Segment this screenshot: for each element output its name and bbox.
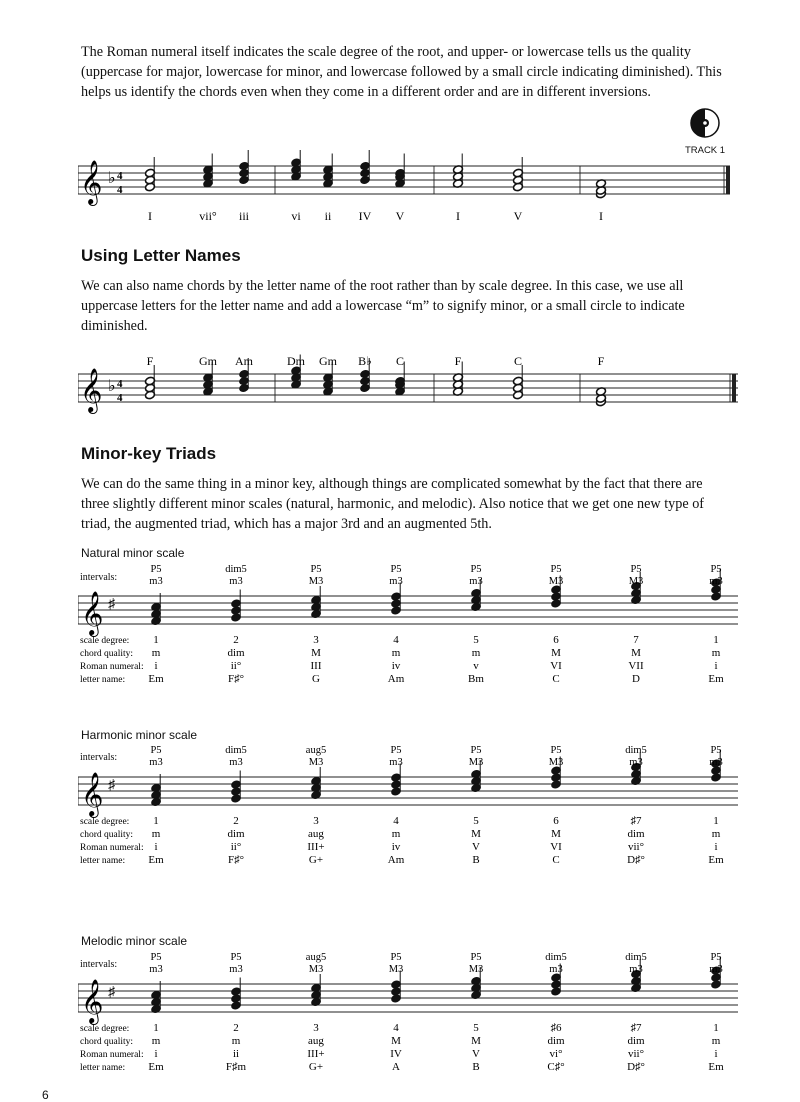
staff-example-2 [78, 352, 738, 422]
interval-third: M3 [628, 576, 644, 587]
chord-label: V [395, 209, 405, 223]
interval-fifth: P5 [470, 745, 482, 756]
chord-label: Gm [319, 354, 337, 368]
cell-quality: dim [627, 828, 645, 840]
cell-quality: M [551, 647, 561, 659]
cell-degree: 4 [393, 815, 399, 827]
chord-label: Dm [287, 354, 305, 368]
cell-quality: m [151, 828, 161, 840]
flat-icon: ♭ [108, 170, 116, 187]
cell-roman: VII [628, 660, 644, 672]
treble-clef-icon: 𝄞 [80, 162, 103, 204]
intervals-label: intervals: [80, 959, 118, 970]
cell-roman: i [154, 660, 158, 672]
cell-letter: F♯m [225, 1061, 247, 1073]
interval-third: m3 [549, 964, 563, 975]
chord-labels [148, 209, 603, 223]
interval-third: m3 [149, 576, 163, 587]
chord-notes [145, 150, 607, 199]
chord-label: F [146, 354, 154, 368]
time-signature: 4 [117, 170, 123, 182]
chord-label: I [456, 209, 460, 223]
interval-third: M3 [308, 576, 324, 587]
interval-fifth: aug5 [305, 745, 327, 756]
row-label: Roman numeral: [80, 1050, 144, 1060]
chord-label: I [148, 209, 152, 223]
interval-third: m3 [709, 576, 723, 587]
sharp-icon: ♯ [108, 597, 115, 612]
row-label: Roman numeral: [80, 662, 144, 672]
cd-icon [690, 108, 720, 138]
chord-label: iii [238, 209, 250, 223]
cell-letter: A [392, 1061, 400, 1073]
natural-minor-title: Natural minor scale [81, 546, 185, 560]
interval-fifth: dim5 [545, 952, 567, 963]
cell-roman: III+ [307, 841, 325, 853]
interval-third: m3 [149, 757, 163, 768]
interval-fifth: P5 [310, 564, 322, 575]
staff-natural-minor [78, 560, 738, 690]
chord-label: V [513, 209, 523, 223]
chord-label: I [599, 209, 603, 223]
intervals-label: intervals: [80, 752, 118, 763]
row-label: letter name: [80, 1063, 126, 1073]
cell-roman: ii° [230, 660, 242, 672]
flat-icon: ♭ [108, 378, 116, 395]
sharp-icon: ♯ [108, 778, 115, 793]
sharp-icon: ♯ [108, 985, 115, 1000]
cell-quality: m [711, 828, 721, 840]
interval-fifth: P5 [470, 952, 482, 963]
interval-third: m3 [229, 964, 243, 975]
interval-fifth: dim5 [625, 952, 647, 963]
cell-degree: 6 [553, 634, 559, 646]
chord-label: IV [358, 209, 372, 223]
cell-quality: M [311, 647, 321, 659]
interval-third: M3 [308, 964, 324, 975]
heading-minor-key-triads: Minor-key Triads [81, 444, 217, 463]
interval-fifth: P5 [710, 564, 722, 575]
chord-label: C [513, 354, 523, 368]
cell-quality: m [391, 828, 401, 840]
page-number: 6 [42, 1088, 49, 1102]
cell-quality: dim [627, 1035, 645, 1047]
cell-quality: aug [308, 1035, 324, 1047]
chord-label: Am [235, 354, 253, 368]
cell-letter: F♯° [227, 673, 245, 685]
cell-letter: Em [148, 673, 164, 685]
treble-clef-icon: 𝄞 [81, 593, 104, 635]
minor-key-paragraph: We can do the same thing in a minor key, although things are complicated somewhat by the fact that there are three slightly different minor scales (natural, harmonic, and melodic). Also notice that we get one new type of triad, the augmented triad, which has a major 3rd and an augmented 5th. [81, 476, 705, 532]
treble-clef-icon: 𝄞 [81, 981, 104, 1023]
cell-quality: m [391, 647, 401, 659]
interval-fifth: dim5 [225, 564, 247, 575]
interval-fifth: P5 [710, 952, 722, 963]
letter-names-paragraph: We can also name chords by the letter name of the root rather than by scale degree. In this case, we use all uppercase letters for the letter name and add a lowercase “m” to signify minor, or a small circle to indicate diminished. [81, 278, 685, 334]
cell-letter: C [552, 854, 560, 866]
cell-quality: M [551, 828, 561, 840]
cell-quality: dim [227, 647, 245, 659]
cell-letter: Bm [468, 673, 484, 685]
cell-letter: Em [148, 854, 164, 866]
interval-third: m3 [709, 757, 723, 768]
cell-degree: 1 [153, 815, 159, 827]
cell-roman: i [714, 660, 718, 672]
row-label: scale degree: [80, 1024, 130, 1034]
interval-third: M3 [308, 757, 324, 768]
cell-roman: VI [550, 841, 562, 853]
cell-degree: 5 [473, 815, 479, 827]
cell-roman: iv [391, 660, 401, 672]
interval-fifth: dim5 [625, 745, 647, 756]
cell-roman: i [714, 841, 718, 853]
interval-third: M3 [468, 757, 484, 768]
interval-third: m3 [149, 964, 163, 975]
interval-fifth: P5 [550, 564, 562, 575]
row-label: scale degree: [80, 817, 130, 827]
track-label: TRACK 1 [684, 145, 726, 156]
chord-label: vi [291, 209, 301, 223]
cell-roman: v [473, 660, 479, 672]
interval-fifth: aug5 [305, 952, 327, 963]
interval-third: M3 [548, 576, 564, 587]
interval-fifth: P5 [710, 745, 722, 756]
cell-roman: iv [391, 841, 401, 853]
interval-third: m3 [229, 576, 243, 587]
row-label: letter name: [80, 856, 126, 866]
track-badge [680, 108, 730, 156]
staff-example-1 [78, 150, 738, 230]
cell-quality: M [471, 828, 481, 840]
interval-third: m3 [389, 576, 403, 587]
cell-degree: 4 [393, 1022, 399, 1034]
cell-degree: ♯7 [630, 1022, 642, 1034]
cell-quality: m [151, 647, 161, 659]
cell-quality: dim [547, 1035, 565, 1047]
staff-melodic-minor [78, 948, 738, 1078]
interval-fifth: P5 [630, 564, 642, 575]
cell-degree: 1 [153, 1022, 159, 1034]
cell-quality: m [711, 1035, 721, 1047]
chord-label: F [454, 354, 462, 368]
cell-letter: F♯° [227, 854, 245, 866]
cell-letter: G+ [308, 1061, 324, 1073]
cell-quality: M [391, 1035, 401, 1047]
cell-roman: i [154, 841, 158, 853]
harmonic-minor-title: Harmonic minor scale [81, 728, 198, 742]
interval-third: m3 [709, 964, 723, 975]
triad-annotations [80, 952, 724, 1073]
chord-label: C [395, 354, 405, 368]
cell-degree: 3 [313, 1022, 319, 1034]
cell-degree: 1 [153, 634, 159, 646]
cell-degree: 4 [393, 634, 399, 646]
cell-roman: vii° [627, 1048, 645, 1060]
cell-degree: 7 [633, 634, 639, 646]
cell-degree: 1 [713, 1022, 719, 1034]
row-label: scale degree: [80, 636, 130, 646]
treble-clef-icon: 𝄞 [81, 774, 104, 816]
cell-degree: 1 [713, 815, 719, 827]
interval-fifth: P5 [470, 564, 482, 575]
chord-label: B♭ [358, 354, 372, 368]
row-label: chord quality: [80, 830, 134, 840]
interval-fifth: P5 [390, 745, 402, 756]
interval-third: m3 [229, 757, 243, 768]
interval-fifth: P5 [230, 952, 242, 963]
interval-fifth: P5 [550, 745, 562, 756]
interval-third: m3 [629, 757, 643, 768]
cell-letter: Em [708, 673, 724, 685]
chord-symbols [147, 354, 605, 368]
cell-degree: ♯7 [630, 815, 642, 827]
chord-label: ii [324, 209, 332, 223]
cell-roman: III [310, 660, 322, 672]
svg-text:4: 4 [117, 184, 123, 196]
row-label: Roman numeral: [80, 843, 144, 853]
cell-degree: 2 [233, 1022, 239, 1034]
cell-letter: D♯° [627, 1061, 645, 1073]
cell-degree: 1 [713, 634, 719, 646]
row-label: letter name: [80, 675, 126, 685]
cell-degree: 6 [553, 815, 559, 827]
cell-roman: vii° [627, 841, 645, 853]
row-label: chord quality: [80, 1037, 134, 1047]
cell-roman: ii° [230, 841, 242, 853]
interval-third: m3 [629, 964, 643, 975]
interval-fifth: dim5 [225, 745, 247, 756]
interval-fifth: P5 [150, 952, 162, 963]
interval-fifth: P5 [390, 952, 402, 963]
staff-harmonic-minor [78, 741, 738, 871]
cell-roman: VI [550, 660, 562, 672]
cell-quality: m [711, 647, 721, 659]
cell-degree: 5 [473, 1022, 479, 1034]
cell-quality: dim [227, 828, 245, 840]
cell-roman: III+ [307, 1048, 325, 1060]
cell-letter: Am [387, 854, 405, 866]
cell-quality: M [471, 1035, 481, 1047]
cell-quality: m [231, 1035, 241, 1047]
interval-fifth: P5 [390, 564, 402, 575]
cell-letter: B [472, 854, 480, 866]
interval-third: m3 [469, 576, 483, 587]
cell-letter: Em [148, 1061, 164, 1073]
interval-third: M3 [468, 964, 484, 975]
cell-roman: ii [232, 1048, 240, 1060]
triad-annotations [80, 745, 724, 866]
cell-roman: i [154, 1048, 158, 1060]
cell-degree: 5 [473, 634, 479, 646]
cell-degree: ♯6 [550, 1022, 562, 1034]
cell-letter: B [472, 1061, 480, 1073]
cell-letter: D♯° [627, 854, 645, 866]
intro-paragraph: The Roman numeral itself indicates the scale degree of the root, and upper- or lowercase tells us the quality (uppercase for major, lowercase for minor, and lowercase followed by a small circle indicating diminished). This helps us identify the chords even when they come in a different order and are in different inversions. [81, 44, 722, 100]
chord-label: F [597, 354, 605, 368]
treble-clef-icon: 𝄞 [80, 370, 103, 412]
interval-fifth: P5 [150, 564, 162, 575]
cell-degree: 3 [313, 634, 319, 646]
intervals-label: intervals: [80, 572, 118, 583]
interval-third: M3 [388, 964, 404, 975]
cell-letter: C [552, 673, 560, 685]
cell-roman: V [472, 1048, 480, 1060]
cell-quality: m [151, 1035, 161, 1047]
time-signature: 4 [117, 378, 123, 390]
cell-letter: C♯° [547, 1061, 565, 1073]
row-label: chord quality: [80, 649, 134, 659]
heading-letter-names: Using Letter Names [81, 246, 241, 265]
svg-text:4: 4 [117, 392, 123, 404]
cell-quality: M [631, 647, 641, 659]
cell-letter: G+ [308, 854, 324, 866]
chord-label: Gm [199, 354, 217, 368]
cell-roman: V [472, 841, 480, 853]
cell-letter: D [632, 673, 640, 685]
interval-third: m3 [389, 757, 403, 768]
cell-letter: Am [387, 673, 405, 685]
cell-letter: Em [708, 854, 724, 866]
cell-roman: i [714, 1048, 718, 1060]
triad-annotations [80, 564, 724, 685]
cell-degree: 2 [233, 815, 239, 827]
interval-fifth: P5 [150, 745, 162, 756]
cell-letter: Em [708, 1061, 724, 1073]
cell-degree: 2 [233, 634, 239, 646]
cell-letter: G [312, 673, 320, 685]
melodic-minor-title: Melodic minor scale [81, 934, 188, 948]
interval-third: M3 [548, 757, 564, 768]
chord-label: vii° [199, 209, 217, 223]
cell-degree: 3 [313, 815, 319, 827]
cell-quality: aug [308, 828, 324, 840]
cell-roman: vi° [549, 1048, 563, 1060]
cell-roman: IV [390, 1048, 402, 1060]
cell-quality: m [471, 647, 481, 659]
